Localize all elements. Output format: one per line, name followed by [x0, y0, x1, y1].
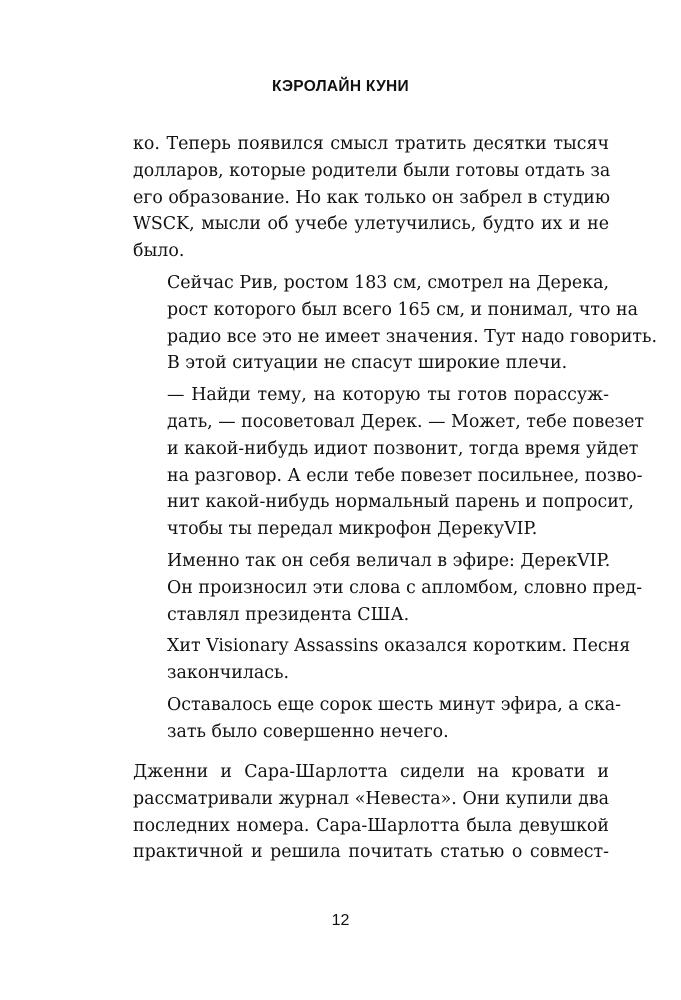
paragraph	[133, 633, 631, 687]
text-line: его образование. Но как только он забрел в студию	[133, 187, 611, 208]
text-line: Именно так он себя величал в эфире: ДерекVIP.	[167, 550, 611, 571]
text-line: практичной и решила почитать статью о совмест-	[133, 842, 609, 863]
text-line: рост которого был всего 165 см, и понимал, что на	[167, 299, 638, 320]
paragraph	[133, 382, 645, 543]
body-text-section-2	[133, 759, 609, 871]
text-line: дать, — посоветовал Дерек. — Может, тебе повезет	[167, 411, 645, 432]
text-line: было.	[133, 241, 185, 262]
text-line: долларов, которые родители были готовы отдать за	[133, 160, 611, 181]
text-line: нит какой-нибудь нормальный парень и попросит,	[167, 492, 634, 513]
text-line: WSCK, мысли об учебе улетучились, будто их и не	[133, 214, 609, 235]
text-line: закончилась.	[167, 663, 290, 684]
paragraph	[133, 759, 609, 866]
text-line: Оставалось еще сорок шесть минут эфира, а ска-	[167, 694, 622, 715]
text-line: на разговор. А если тебе повезет посильнее, позво-	[167, 465, 643, 486]
text-line: Дженни и Сара-Шарлотта сидели на кровати и	[133, 762, 609, 782]
page-number: 12	[331, 912, 350, 929]
text-line: ко. Теперь появился смысл тратить десятки тысяч	[133, 134, 609, 154]
text-line: рассматривали журнал «Невеста». Они купили два	[133, 788, 609, 809]
text-line: В этой ситуации не спасут широкие плечи.	[167, 353, 568, 374]
paragraph	[133, 548, 643, 628]
running-head: КЭРОЛАЙН КУНИ	[272, 78, 409, 95]
text-line: и какой-нибудь идиот позвонит, тогда время уйдет	[167, 438, 639, 459]
text-line: последних номера. Сара-Шарлотта была девушкой	[133, 815, 609, 836]
body-text-section-1	[133, 131, 658, 751]
text-line: ставлял президента США.	[167, 604, 410, 625]
text-line: радио все это не имеет значения. Тут надо говорить.	[167, 326, 658, 347]
paragraph	[133, 131, 609, 265]
text-line: Он произносил эти слова с апломбом, словно пред-	[167, 577, 643, 598]
text-line: Хит Visionary Assassins оказался коротким. Песня	[167, 636, 631, 657]
text-line: чтобы ты передал микрофон ДерекуVIP.	[167, 519, 538, 540]
text-line: — Найди тему, на которую ты готов порассуж-	[167, 385, 609, 406]
text-line: зать было совершенно нечего.	[167, 721, 449, 742]
text-line: Сейчас Рив, ростом 183 см, смотрел на Дерека,	[167, 272, 609, 293]
paragraph	[133, 692, 622, 746]
paragraph	[133, 270, 658, 377]
